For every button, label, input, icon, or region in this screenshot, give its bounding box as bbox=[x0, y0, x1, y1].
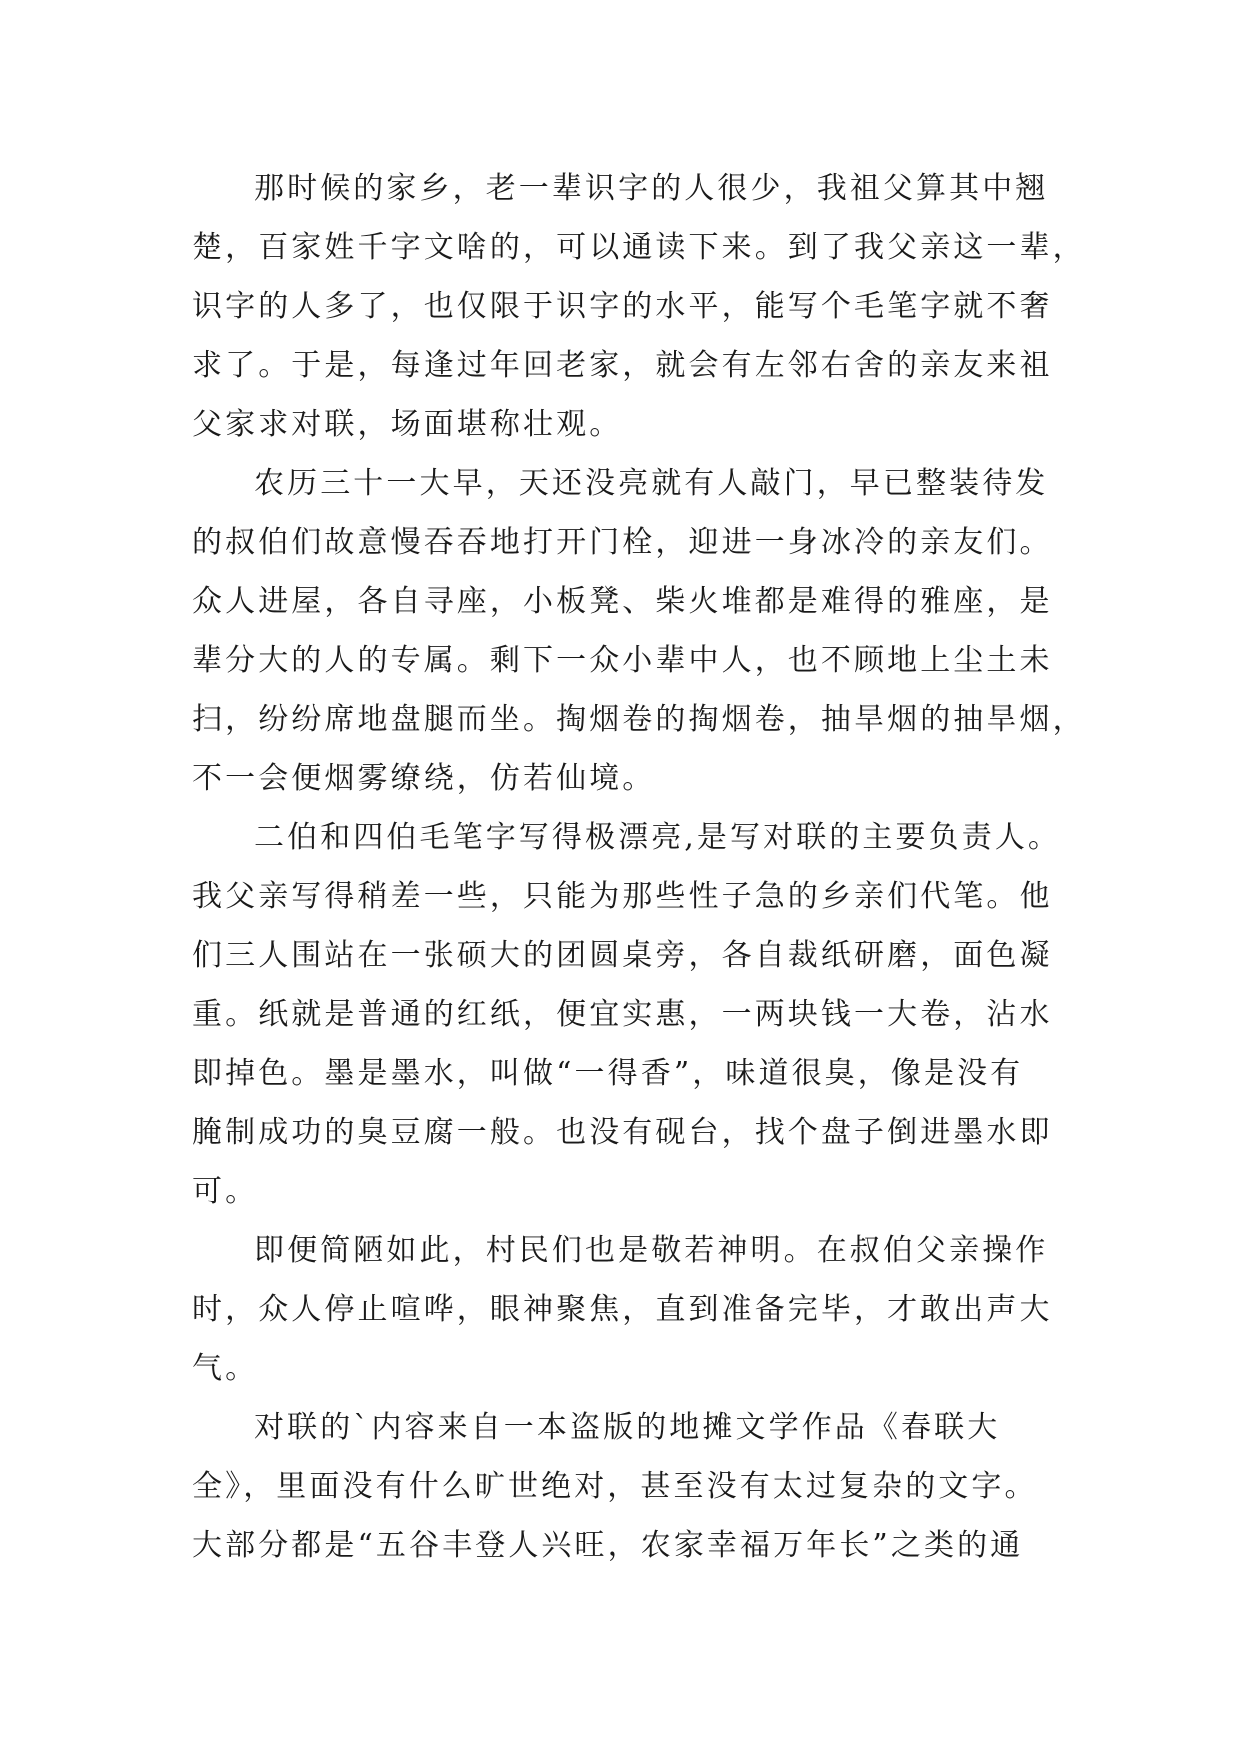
paragraph-5 bbox=[192, 1398, 1054, 1575]
text-line: 们三人围站在一张硕大的团圆桌旁，各自裁纸研磨，面色凝 bbox=[192, 938, 1053, 973]
text-line: 楚，百家姓千字文啥的，可以通读下来。到了我父亲这一辈， bbox=[192, 230, 1086, 265]
text-line: 二伯和四伯毛笔字写得极漂亮,是写对联的主要负责人。 bbox=[254, 820, 1062, 855]
paragraph-1 bbox=[192, 159, 1086, 454]
text-line: 识字的人多了，也仅限于识字的水平，能写个毛笔字就不奢 bbox=[192, 289, 1053, 324]
text-line: 农历三十一大早，天还没亮就有人敲门，早已整装待发 bbox=[254, 466, 1049, 501]
text-line: 我父亲写得稍差一些，只能为那些性子急的乡亲们代笔。他 bbox=[192, 879, 1053, 914]
text-line: 即掉色。墨是墨水，叫做“一得香”，味道很臭，像是没有 bbox=[192, 1056, 1024, 1091]
document-body bbox=[192, 159, 1086, 1575]
paragraph-2 bbox=[192, 454, 1086, 808]
text-line: 众人进屋，各自寻座，小板凳、柴火堆都是难得的雅座，是 bbox=[192, 584, 1053, 619]
text-line: 对联的`内容来自一本盗版的地摊文学作品《春联大 bbox=[254, 1410, 1001, 1445]
text-line: 辈分大的人的专属。剩下一众小辈中人，也不顾地上尘土未 bbox=[192, 643, 1053, 678]
text-line: 重。纸就是普通的红纸，便宜实惠，一两块钱一大卷，沾水 bbox=[192, 997, 1053, 1032]
text-line: 可。 bbox=[192, 1174, 259, 1209]
text-line: 扫，纷纷席地盘腿而坐。掏烟卷的掏烟卷，抽旱烟的抽旱烟， bbox=[192, 702, 1086, 737]
paragraph-3 bbox=[192, 808, 1062, 1221]
text-line: 的叔伯们故意慢吞吞地打开门栓，迎进一身冰冷的亲友们。 bbox=[192, 525, 1053, 560]
text-line: 全》，里面没有什么旷世绝对，甚至没有太过复杂的文字。 bbox=[192, 1469, 1038, 1504]
text-line: 求了。于是，每逢过年回老家，就会有左邻右舍的亲友来祖 bbox=[192, 348, 1053, 383]
text-line: 父家求对联，场面堪称壮观。 bbox=[192, 407, 623, 442]
text-line: 那时候的家乡，老一辈识字的人很少，我祖父算其中翘 bbox=[254, 171, 1049, 206]
text-line: 腌制成功的臭豆腐一般。也没有砚台，找个盘子倒进墨水即 bbox=[192, 1115, 1053, 1150]
text-line: 大部分都是“五谷丰登人兴旺，农家幸福万年长”之类的通 bbox=[192, 1528, 1024, 1563]
text-line: 时，众人停止喧哗，眼神聚焦，直到准备完毕，才敢出声大 bbox=[192, 1292, 1053, 1327]
paragraph-4 bbox=[192, 1221, 1054, 1398]
text-line: 不一会便烟雾缭绕，仿若仙境。 bbox=[192, 761, 656, 796]
text-line: 气。 bbox=[192, 1351, 259, 1386]
text-line: 即便简陋如此，村民们也是敬若神明。在叔伯父亲操作 bbox=[254, 1233, 1049, 1268]
